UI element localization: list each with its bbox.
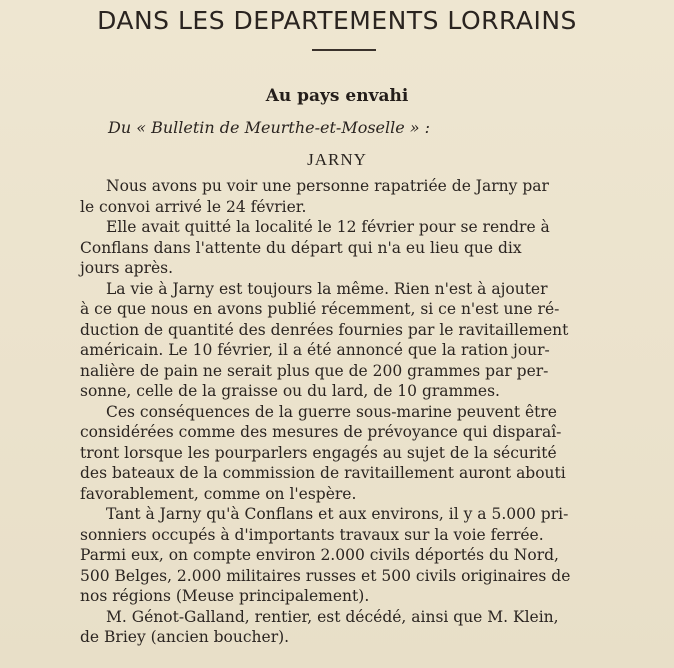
body-line: nos régions (Meuse principalement). (80, 587, 370, 605)
body-line: jours après. (80, 259, 174, 277)
body-line: le convoi arrivé le 24 février. (80, 197, 307, 216)
body-line: à ce que nous en avons publié récemment, si ce n'est une ré- (80, 300, 560, 318)
body-line: duction de quantité des denrées fournies par le ravitaillement (80, 320, 569, 339)
section-title: DANS LES DEPARTEMENTS LORRAINS (97, 6, 577, 35)
body-line: sonne, celle de la graisse ou du lard, de 10 grammes. (80, 382, 500, 400)
body-line: des bateaux de la commission de ravitaillement auront abouti (80, 464, 566, 482)
body-line: Tant à Jarny qu'à Conflans et aux environs, il y a 5.000 pri- (106, 505, 569, 523)
body-line: Conflans dans l'attente du départ qui n'a eu lieu que dix (80, 238, 522, 257)
body-line: Elle avait quitté la localité le 12 février pour se rendre à (106, 218, 550, 236)
body-line: M. Génot-Galland, rentier, est décédé, ainsi que M. Klein, (106, 607, 559, 626)
title-divider (312, 49, 376, 51)
body-line: 500 Belges, 2.000 militaires russes et 500 civils originaires de (80, 566, 571, 585)
body-line: sonniers occupés à d'importants travaux sur la voie ferrée. (80, 525, 544, 544)
body-line: Ces conséquences de la guerre sous-marine peuvent être (106, 402, 557, 421)
article-title: Au pays envahi (265, 86, 409, 106)
body-line: favorablement, comme on l'espère. (80, 484, 357, 503)
body-line: Nous avons pu voir une personne rapatriée de Jarny par (106, 177, 549, 195)
body-line: tront lorsque les pourparlers engagés au sujet de la sécurité (80, 443, 557, 462)
body-line: américain. Le 10 février, il a été annoncé que la ration jour- (80, 341, 550, 359)
article-subhead: JARNY (307, 150, 367, 169)
body-line: nalière de pain ne serait plus que de 200 grammes par per- (80, 361, 549, 380)
body-line: Parmi eux, on compte environ 2.000 civils déportés du Nord, (80, 546, 559, 564)
body-line: de Briey (ancien boucher). (80, 628, 290, 646)
body-line: considérées comme des mesures de prévoyance qui disparaî- (80, 423, 562, 441)
article-source: Du « Bulletin de Meurthe-et-Moselle » : (108, 118, 431, 137)
article-body (80, 176, 670, 648)
body-line: La vie à Jarny est toujours la même. Rien n'est à ajouter (106, 279, 548, 298)
